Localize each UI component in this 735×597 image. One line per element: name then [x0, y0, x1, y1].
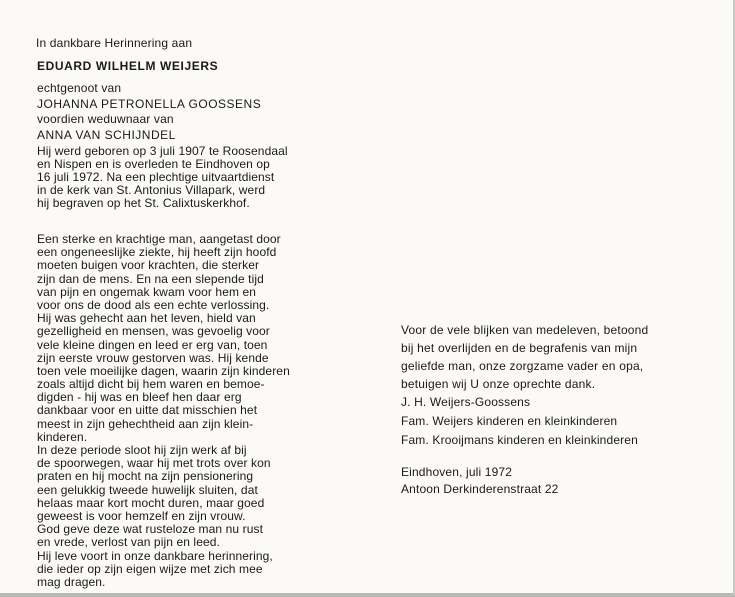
thanks-line: Voor de vele blijken van medeleven, betoond: [401, 323, 649, 337]
biography-paragraph: [37, 145, 288, 210]
tribute-line: zijn eerste vrouw gestorven was. Hij kende: [37, 350, 269, 365]
tribute-line: van pijn en ongemak kwam voor hem en: [37, 284, 257, 299]
tribute-line: en vrede, verlost van pijn en leed.: [37, 535, 220, 550]
tribute-line: gezelligheid en mensen, was gevoelig voor: [37, 324, 270, 339]
bio-line: hij begraven op het St. Calixtuskerkhof.: [37, 196, 250, 210]
bio-line: in de kerk van St. Antonius Villapark, werd: [37, 183, 266, 197]
widower-name: ANNA VAN SCHIJNDEL: [37, 128, 176, 142]
tribute-line: geweest is voor hemzelf en zijn vrouw.: [37, 508, 246, 523]
tribute-line: die ieder op zijn eigen wijze met zich mee: [37, 561, 263, 576]
intro-text: In dankbare Herinnering aan: [36, 36, 193, 50]
tribute-line: zoals altijd dicht bij hem waren en bemoe-: [37, 377, 265, 392]
address-line: Antoon Derkinderenstraat 22: [401, 482, 559, 496]
tribute-line: Een sterke en krachtige man, aangetast door: [37, 232, 281, 246]
tribute-line: een ongeneeslijke ziekte, hij heeft zijn hoofd: [37, 245, 277, 260]
spouse-name: JOHANNA PETRONELLA GOOSSENS: [37, 97, 262, 111]
thanks-line: bij het overlijden en de begrafenis van mijn: [401, 341, 638, 355]
deceased-name: EDUARD WILHELM WEIJERS: [37, 59, 219, 73]
tribute-line: toen vele moeilijke dagen, waarin zijn kinderen: [37, 363, 290, 378]
tribute-line: mag dragen.: [37, 574, 106, 589]
place-date-line: Eindhoven, juli 1972: [401, 465, 513, 479]
tribute-line: vele kleine dingen en leed er erg van, toen: [37, 337, 268, 352]
family-signatures: [401, 393, 638, 450]
thanks-line: betuigen wij U onze oprechte dank.: [401, 377, 596, 391]
tribute-line: digden - hij was en bleef hen daar erg: [37, 390, 242, 405]
thanks-line: geliefde man, onze zorgzame vader en opa,: [401, 359, 644, 373]
tribute-line: de spoorwegen, waar hij met trots over kon: [37, 456, 271, 471]
tribute-line: kinderen.: [37, 429, 88, 444]
family-line: Fam. Krooijmans kinderen en kleinkinderen: [401, 433, 638, 447]
place-and-address: [401, 464, 558, 498]
spouse-label: echtgenoot van: [37, 81, 122, 95]
thanks-paragraph: [401, 321, 648, 393]
tribute-line: moeten buigen voor krachten, die sterker: [37, 258, 260, 273]
tribute-line: voor ons de dood als een echte verlossing.: [37, 297, 270, 312]
tribute-paragraph: [37, 233, 290, 589]
bio-line: en Nispen en is overleden te Eindhoven op: [37, 157, 270, 171]
tribute-line: zijn dan de mens. En na een slepende tijd: [37, 271, 264, 286]
tribute-line: meest in zijn gehechtheid aan zijn klein-: [37, 416, 254, 431]
tribute-line: Hij was gehecht aan het leven, hield van: [37, 311, 256, 326]
tribute-line: dankbaar voor en uitte dat misschien het: [37, 403, 258, 418]
tribute-line: God geve deze wat rusteloze man nu rust: [37, 522, 264, 537]
tribute-line: helaas maar kort mocht duren, maar goed: [37, 495, 265, 510]
family-line: J. H. Weijers-Goossens: [401, 395, 531, 409]
tribute-line: een gelukkig tweede huwelijk sluiten, dat: [37, 482, 258, 497]
family-line: Fam. Weijers kinderen en kleinkinderen: [401, 414, 618, 428]
tribute-line: praten en hij mocht na zijn pensionering: [37, 469, 254, 484]
bio-line: 16 juli 1972. Na een plechtige uitvaartdienst: [37, 170, 275, 184]
widower-label: voordien weduwnaar van: [37, 112, 174, 126]
bio-line: Hij werd geboren op 3 juli 1907 te Roosendaal: [37, 144, 288, 158]
tribute-line: Hij leve voort in onze dankbare herinnering,: [37, 548, 273, 563]
tribute-line: In deze periode sloot hij zijn werk af bij: [37, 443, 247, 457]
